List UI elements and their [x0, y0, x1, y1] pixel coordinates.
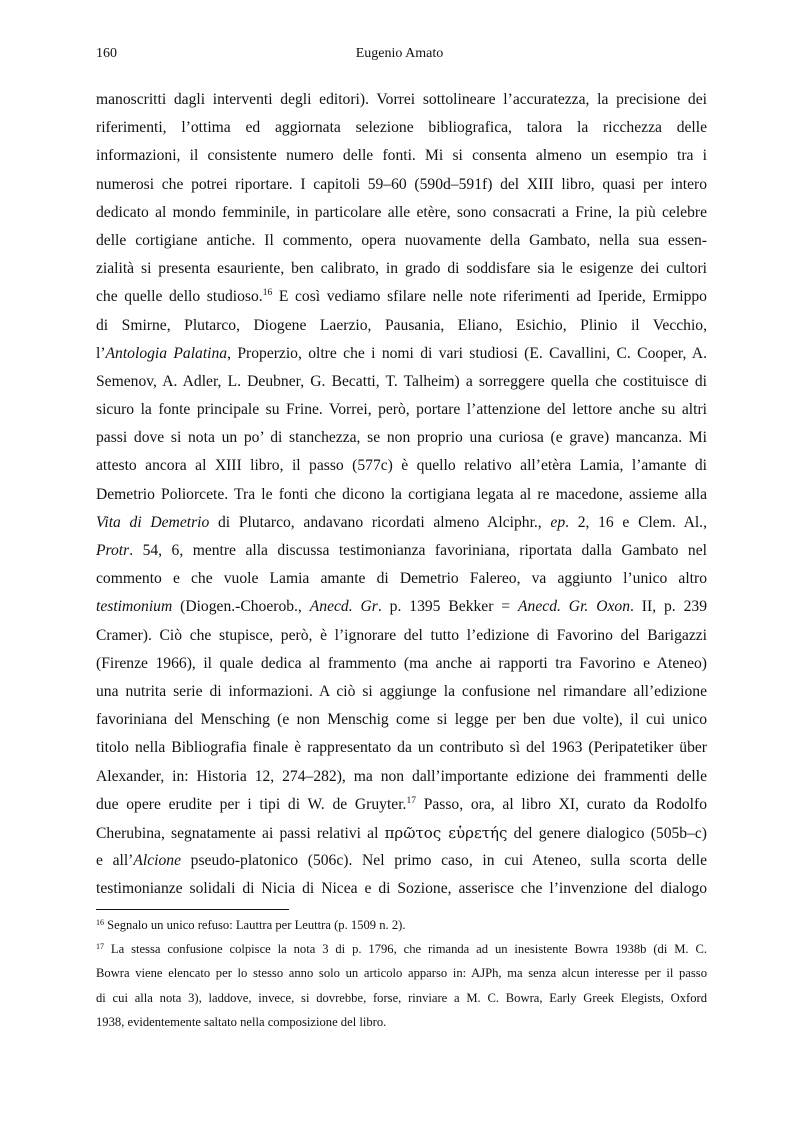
text-line — [96, 650, 707, 678]
text-run: . p. 1395 Bekker = — [377, 598, 519, 616]
footnote-line — [96, 937, 707, 961]
text-run: due opere erudite per i tipi di W. de Gruyter. — [96, 795, 407, 813]
text-line — [96, 678, 707, 706]
footnote-text: 1938, evidentemente saltato nella composizione del libro. — [96, 1014, 387, 1029]
italic-run: testimonium — [96, 598, 173, 616]
text-run: testimonianze solidali di Nicia di Nicea e di Sozione, asserisce che l’invenzione del dialogo — [96, 880, 707, 898]
italic-run: Anecd. Gr — [309, 598, 378, 616]
footnote-line — [96, 961, 707, 985]
body-text — [96, 86, 707, 903]
text-run: titolo nella Bibliografia finale è rappresentato da un contributo sì del 1963 (Peripatetiker über — [96, 739, 707, 757]
text-line — [96, 537, 707, 565]
text-line — [96, 593, 707, 621]
text-run: . 2, 16 e Clem. Al., — [565, 513, 707, 531]
text-run: . II, p. 239 — [630, 598, 707, 616]
italic-run: Protr — [96, 542, 130, 559]
text-run: Passo, ora, al libro XI, curato da Rodolfo — [415, 795, 707, 813]
text-run: Cramer). Ciò che stupisce, però, è l’ignorare del tutto l’edizione di Favorino del Barigazzi — [96, 626, 707, 644]
footnote-text: La stessa confusione colpisce la nota 3 di p. 1796, che rimanda ad un inesistente Bowra 1938b (di M. C. — [104, 942, 707, 957]
text-line — [96, 791, 707, 819]
text-run: passi dove si nota un po’ di stanchezza, se non proprio una curiosa (e grave) mancanza. Mi — [96, 429, 707, 447]
footnote-text: Segnalo un unico refuso: Lauttra per Leuttra (p. 1509 n. 2). — [104, 918, 406, 932]
italic-run: Antologia Palatina — [105, 344, 228, 362]
footnote-line — [96, 986, 707, 1010]
footnote-ref: 16 — [262, 288, 273, 299]
italic-run: ep — [550, 513, 566, 531]
text-run: una nutrita serie di informazioni. A ciò si aggiunge la confusione nel rimandare all’edizione — [96, 682, 707, 700]
text-line — [96, 452, 707, 480]
text-line — [96, 424, 707, 452]
text-run: dedicato al mondo femminile, in particolare alle etère, sono consacrati a Frine, la più celebre — [96, 203, 707, 221]
text-line — [96, 763, 707, 791]
footnote-number: 17 — [96, 942, 104, 952]
text-line — [96, 875, 707, 903]
italic-run: Anecd. Gr. Oxon — [518, 598, 630, 616]
text-line — [96, 565, 707, 593]
page-number: 160 — [96, 46, 117, 61]
text-run: Demetrio Poliorcete. Tra le fonti che dicono la cortigiana legata al re macedone, assieme alla — [96, 485, 707, 503]
text-run: (Firenze 1966), il quale dedica al frammento (ma anche ai rapporti tra Favorino e Ateneo) — [96, 654, 707, 672]
text-line — [96, 481, 707, 509]
text-run: e all’ — [96, 852, 134, 870]
italic-run: Vita di Demetrio — [96, 513, 210, 531]
text-line — [96, 847, 707, 875]
running-head: Eugenio Amato — [355, 46, 444, 61]
text-line — [96, 283, 707, 311]
text-run: commento e che vuole Lamia amante di Demetrio Falereo, va aggiunto l’unico altro — [96, 570, 707, 588]
footnote-text: di cui alla nota 3), laddove, invece, si dovrebbe, forse, rinviare a M. C. Bowra, Early Greek Elegists, Oxford — [96, 990, 707, 1005]
text-run: favoriniana del Mensching (e non Menschig come si legge per ben due volte), il cui unico — [96, 711, 707, 729]
text-line — [96, 368, 707, 396]
text-run: di Plutarco, andavano ricordati almeno Alciphr., — [209, 513, 551, 531]
footnote-ref: 17 — [406, 795, 416, 806]
text-line — [96, 396, 707, 424]
text-run: E così vediamo sfilare nelle note riferimenti ad Iperide, Ermippo — [272, 288, 707, 306]
footnote-line — [96, 913, 707, 937]
text-run: Cherubina, segnatamente ai passi relativi al — [96, 824, 385, 842]
footnote-text: Bowra viene elencato per lo stesso anno solo un articolo apparso in: AJPh, ma senza alcun interesse per il passo — [96, 966, 707, 981]
footnotes — [96, 913, 707, 1034]
text-line — [96, 706, 707, 734]
text-run: che quelle dello studioso. — [96, 288, 263, 306]
text-line — [96, 734, 707, 762]
text-run: del genere dialogico (505b–c) — [507, 824, 708, 842]
text-run: di Smirne, Plutarco, Diogene Laerzio, Pausania, Eliano, Esichio, Plinio il Vecchio, — [96, 316, 707, 334]
text-run: attesto ancora al XIII libro, il passo (577c) è quello relativo all’etèra Lamia, l’amante di — [96, 457, 707, 475]
text-run: numerosi che potrei riportare. I capitoli 59–60 (590d–591f) del XIII libro, quasi per intero — [96, 175, 707, 193]
text-run: , Properzio, oltre che i nomi di vari studiosi (E. Cavallini, C. Cooper, A. — [227, 344, 708, 362]
text-run: riferimenti, l’ottima ed aggiornata selezione bibliografica, talora la ricchezza delle — [96, 119, 707, 137]
text-run: pseudo-platonico (506c). Nel primo caso, in cui Ateneo, sulla scorta delle — [181, 852, 707, 870]
text-line — [96, 622, 707, 650]
footnote-line — [96, 1010, 707, 1034]
text-line — [96, 255, 707, 283]
footnote — [96, 913, 707, 937]
text-line — [96, 312, 707, 340]
text-line — [96, 819, 707, 847]
text-run: zialità si presenta esauriente, ben calibrato, in grado di soddisfare sia le esigenze dei cultori — [96, 260, 707, 278]
text-run: manoscritti dagli interventi degli editori). Vorrei sottolineare l’accuratezza, la precisione dei — [96, 91, 707, 108]
greek-phrase: πρῶτος εὑρετής — [384, 823, 508, 842]
text-run: informazioni, il consistente numero delle fonti. Mi si consenta almeno un esempio tra i — [96, 147, 707, 165]
italic-run: Alcione — [133, 852, 182, 870]
text-line — [96, 86, 707, 114]
footnote — [96, 937, 707, 1034]
text-line — [96, 227, 707, 255]
text-run: Semenov, A. Adler, L. Deubner, G. Becatti, T. Talheim) a sorreggere quella che costituisce di — [96, 372, 707, 390]
text-run: . 54, 6, mentre alla discussa testimonianza favoriniana, riportata dalla Gambato nel — [129, 542, 707, 559]
text-run: l’ — [96, 344, 106, 362]
text-line — [96, 114, 707, 142]
text-line — [96, 171, 707, 199]
text-run: (Diogen.-Choerob., — [172, 598, 310, 616]
text-line — [96, 142, 707, 170]
footnote-number: 16 — [96, 918, 104, 927]
text-line — [96, 199, 707, 227]
text-line — [96, 509, 707, 537]
text-run: Alexander, in: Historia 12, 274–282), ma non dall’importante edizione dei frammenti delle — [96, 767, 707, 785]
text-line — [96, 340, 707, 368]
footnote-separator — [96, 909, 289, 910]
text-run: delle cortigiane antiche. Il commento, opera nuovamente della Gambato, nella sua essen- — [96, 231, 707, 249]
text-run: sicuro la fonte principale su Frine. Vorrei, però, portare l’attenzione del lettore anche su altri — [96, 401, 707, 419]
